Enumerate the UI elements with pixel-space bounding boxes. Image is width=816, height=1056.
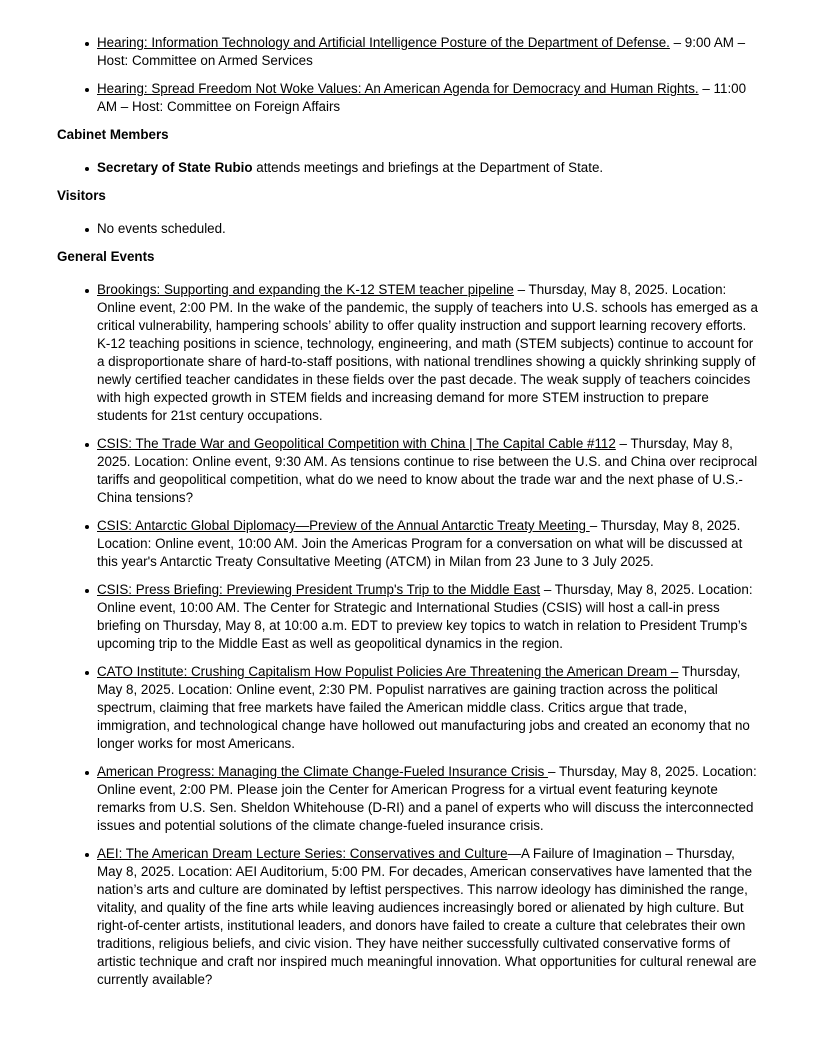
list-item [97, 517, 760, 571]
hearing-details: – 11:00 AM – Host: Committee on Foreign Affairs [97, 81, 747, 114]
event-details: – Thursday, May 8, 2025. Location: Online event, 9:30 AM. As tensions continue to rise between the U.S. and China over reciprocal tariffs and geopolitical competition, what do we need to know about the trade war and the next phase of U.S.-China tensions? [97, 436, 758, 505]
visitors-list [57, 220, 760, 238]
event-details: Thursday, May 8, 2025. Location: Online event, 2:30 PM. Populist narratives are gaining traction across the political spectrum, claiming that free markets have failed the American middle class. Critics argue that trade, immigration, and technological change have hollowed out manufacturing jobs and created an economy that no longer works for most Americans. [97, 664, 750, 751]
event-link[interactable]: AEI: The American Dream Lecture Series: Conservatives and Culture [97, 846, 508, 861]
hearing-link[interactable]: Hearing: Information Technology and Artificial Intelligence Posture of the Department of Defense. [97, 35, 670, 50]
visitors-text: No events scheduled. [97, 221, 226, 236]
event-link[interactable]: Brookings: Supporting and expanding the K-12 STEM teacher pipeline [97, 282, 514, 297]
event-details: – Thursday, May 8, 2025. Location: Online event, 10:00 AM. The Center for Strategic and International Studies (CSIS) will host a call-in press briefing on Thursday, May 8, at 10:00 a.m. EDT to preview key topics to watch in relation to President Trump’s upcoming trip to the Middle East as well as geopolitical dynamics in the region. [97, 582, 753, 651]
list-item [97, 159, 760, 177]
visitors-heading: Visitors [57, 188, 106, 203]
event-link[interactable]: American Progress: Managing the Climate Change-Fueled Insurance Crisis [97, 764, 549, 779]
list-item [97, 80, 760, 116]
general-events-list [57, 281, 760, 989]
list-item [97, 581, 760, 653]
cabinet-list [57, 159, 760, 177]
event-details: – Thursday, May 8, 2025. Location: Online event, 2:00 PM. Please join the Center for American Progress for a virtual event featuring keynote remarks from U.S. Sen. Sheldon Whitehouse (D-RI) and a panel of experts who will discuss the interconnected issues and potential solutions of the climate change-fueled insurance crisis. [97, 764, 757, 833]
list-item [97, 845, 760, 989]
general-events-heading: General Events [57, 249, 155, 264]
list-item [97, 663, 760, 753]
cabinet-details: attends meetings and briefings at the Department of State. [252, 160, 604, 175]
cabinet-member-name: Secretary of State Rubio [97, 160, 253, 175]
event-link[interactable]: CATO Institute: Crushing Capitalism How Populist Policies Are Threatening the American Dream – [97, 664, 679, 679]
event-link[interactable]: CSIS: Press Briefing: Previewing President Trump's Trip to the Middle East [97, 582, 541, 597]
list-item [97, 281, 760, 425]
list-item [97, 763, 760, 835]
list-item [97, 435, 760, 507]
hearing-link[interactable]: Hearing: Spread Freedom Not Woke Values: An American Agenda for Democracy and Human Rights. [97, 81, 699, 96]
event-details: – Thursday, May 8, 2025. Location: Online event, 10:00 AM. Join the Americas Program for a conversation on what will be discussed at this year's Antarctic Treaty Consultative Meeting (ATCM) in Milan from 23 June to 3 July 2025. [97, 518, 743, 569]
list-item [97, 220, 760, 238]
hearing-details: – 9:00 AM – Host: Committee on Armed Services [97, 35, 746, 68]
cabinet-heading: Cabinet Members [57, 127, 169, 142]
hearings-list [57, 34, 760, 116]
event-details: – Thursday, May 8, 2025. Location: Online event, 2:00 PM. In the wake of the pandemic, the supply of teachers into U.S. schools has emerged as a critical vulnerability, hampering schools’ ability to offer quality instruction and support learning recovery efforts. K-12 teaching positions in science, technology, engineering, and math (STEM subjects) continue to account for a disproportionate share of hard-to-staff positions, with national trendlines showing a quickly shrinking supply of newly certified teacher candidates in these fields over the past decade. The weak supply of teachers coincides with high expected growth in STEM fields and increasing demand for more STEM instruction to prepare students for 21st century occupations. [97, 282, 758, 423]
event-details: —A Failure of Imagination – Thursday, May 8, 2025. Location: AEI Auditorium, 5:00 PM. For decades, American conservatives have lamented that the nation’s arts and culture are dominated by leftist perspectives. This narrow ideology has diminished the range, vitality, and quality of the fine arts while leaving audiences increasingly bored or alienated by high culture. But right-of-center artists, institutional leaders, and donors have failed to create a culture that celebrates their own traditions, religious beliefs, and civic vision. They have neither successfully cultivated conservative forms of artistic technique and craft nor inspired much meaningful innovation. What opportunities for cultural renewal are currently available? [97, 846, 757, 987]
event-link[interactable]: CSIS: The Trade War and Geopolitical Competition with China | The Capital Cable #112 [97, 436, 616, 451]
list-item [97, 34, 760, 70]
event-link[interactable]: CSIS: Antarctic Global Diplomacy—Preview of the Annual Antarctic Treaty Meeting [97, 518, 590, 533]
